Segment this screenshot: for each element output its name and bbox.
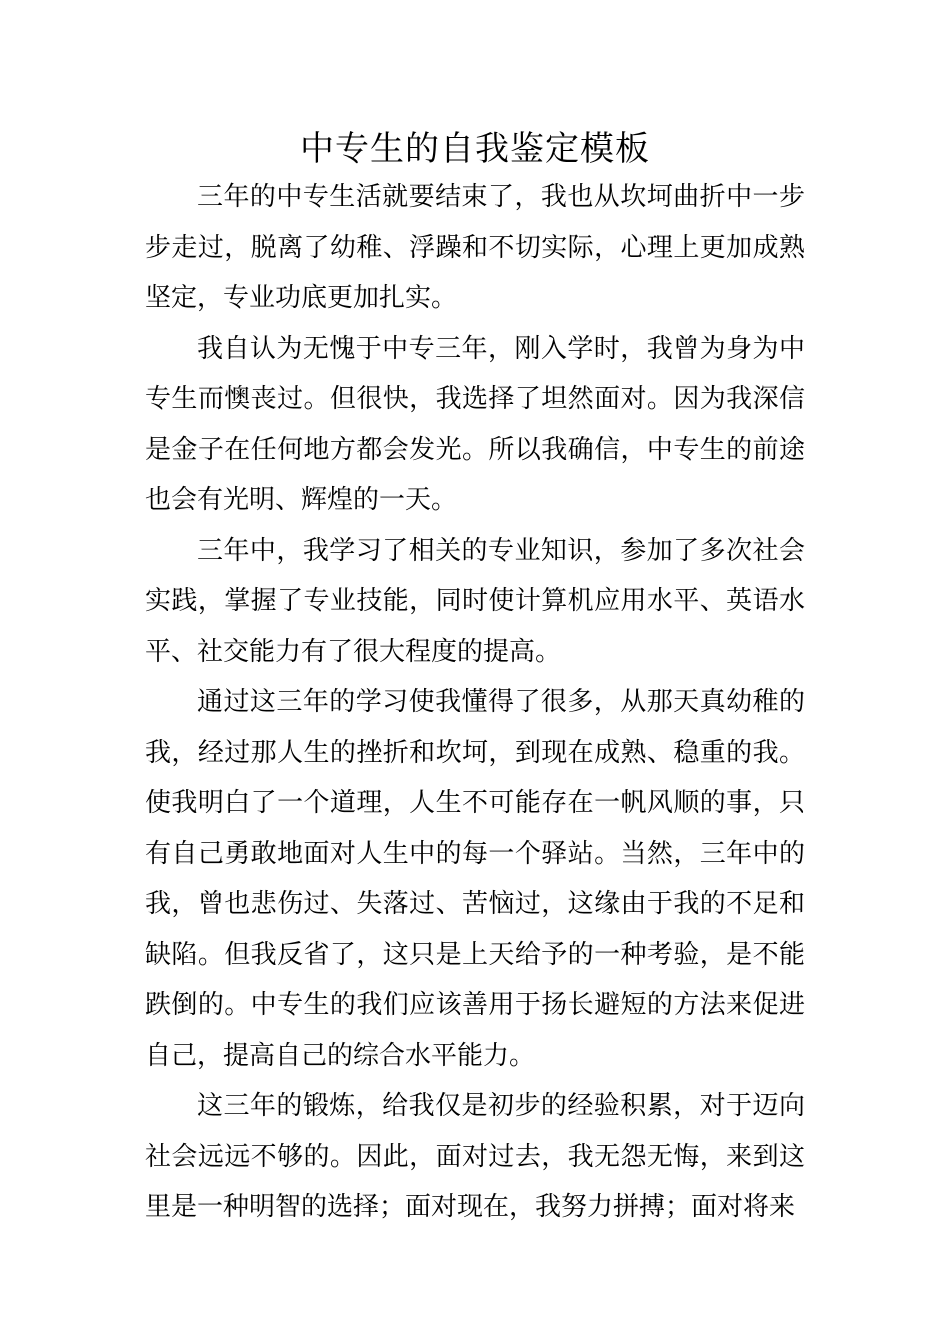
paragraph-1: 三年的中专生活就要结束了，我也从坎坷曲折中一步步走过，脱离了幼稚、浮躁和不切实际，心理上更加成熟坚定，专业功底更加扎实。 xyxy=(145,182,805,313)
paragraph-5: 这三年的锻炼，给我仅是初步的经验积累，对于迈向社会远远不够的。因此，面对过去，我无怨无悔，来到这里是一种明智的选择；面对现在，我努力拼搏；面对将来 xyxy=(145,1091,805,1222)
paragraph-2: 我自认为无愧于中专三年，刚入学时，我曾为身为中专生而懊丧过。但很快，我选择了坦然面对。因为我深信是金子在任何地方都会发光。所以我确信，中专生的前途也会有光明、辉煌的一天。 xyxy=(145,333,805,515)
paragraph-3: 三年中，我学习了相关的专业知识，参加了多次社会实践，掌握了专业技能，同时使计算机应用水平、英语水平、社交能力有了很大程度的提高。 xyxy=(145,535,805,667)
paragraph-4: 通过这三年的学习使我懂得了很多，从那天真幼稚的我，经过那人生的挫折和坎坷，到现在成熟、稳重的我。使我明白了一个道理，人生不可能存在一帆风顺的事，只有自己勇敢地面对人生中的每一个驿站。当然，三年中的我，曾也悲伤过、失落过、苦恼过，这缘由于我的不足和缺陷。但我反省了，这只是上天给予的一种考验，是不能跌倒的。中专生的我们应该善用于扬长避短的方法来促进自己，提高自己的综合水平能力。 xyxy=(145,687,805,1071)
document-title: 中专生的自我鉴定模板 xyxy=(300,129,650,169)
document-body xyxy=(145,172,805,1233)
